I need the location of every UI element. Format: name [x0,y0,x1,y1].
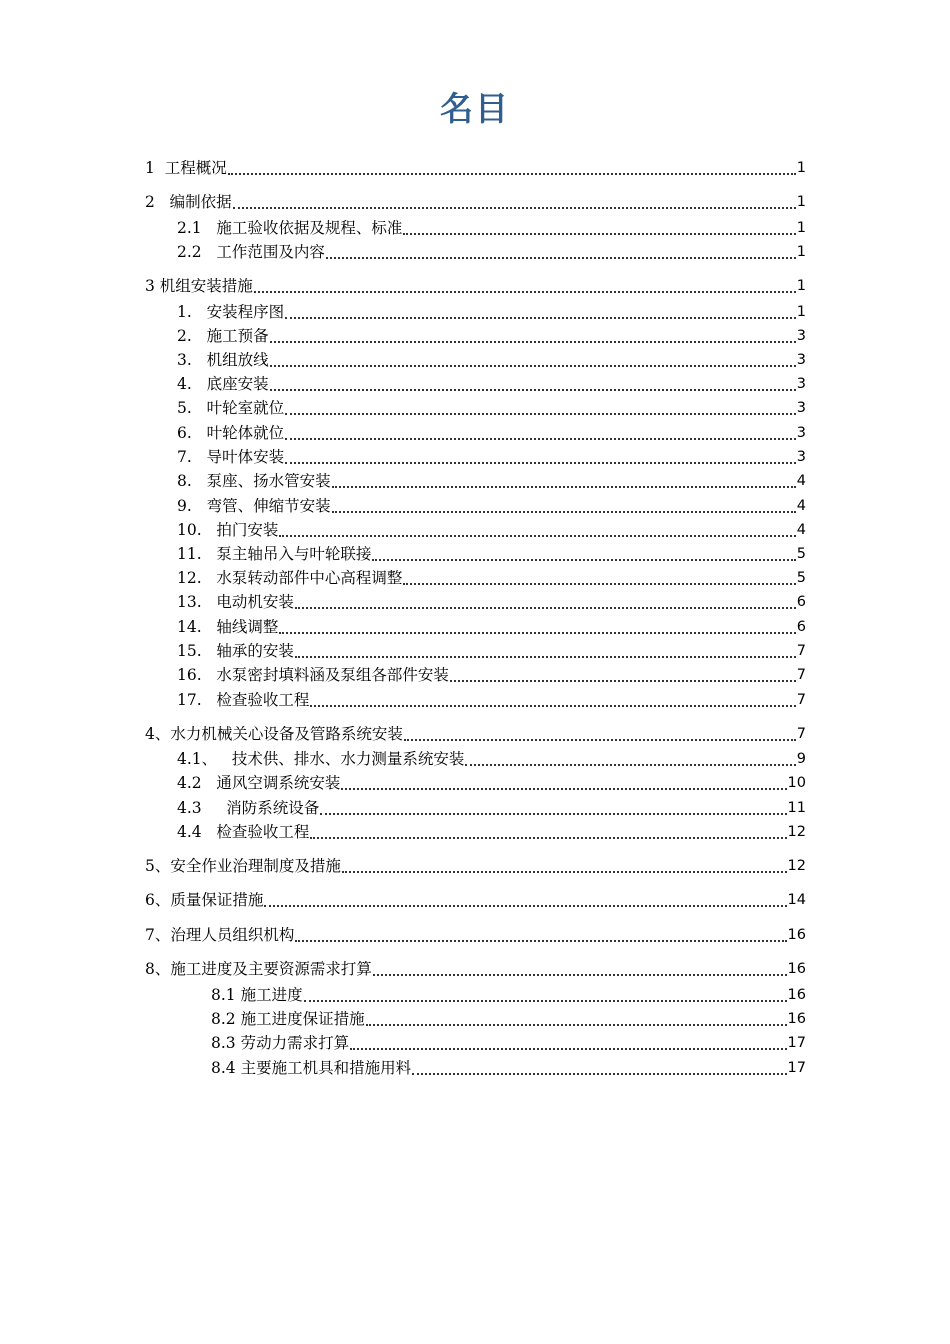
toc-entry-page-number: 11 [787,800,806,816]
toc-entry[interactable] [211,1008,806,1030]
toc-entry-title: 3. 机组放线 [177,351,269,369]
toc-entry-title: 17. 检查验收工程 [177,691,310,709]
toc-dot-leader [326,237,796,259]
toc-entry-page-number: 17 [787,1035,806,1051]
toc-dot-leader [270,321,796,343]
toc-entry-page-number: 5 [796,570,806,586]
toc-entry[interactable] [177,689,806,711]
toc-entry-page-number: 12 [787,858,806,874]
toc-entry-title: 8.1 施工进度 [211,986,303,1004]
toc-entry-title: 3 机组安装措施 [145,277,253,295]
toc-entry[interactable] [177,519,806,541]
toc-entry-page-number: 3 [796,328,806,344]
toc-dot-leader [295,587,796,609]
toc-entry-title: 2.2 工作范围及内容 [177,243,325,261]
toc-entry-page-number: 16 [787,961,806,977]
toc-entry[interactable] [177,664,806,686]
toc-entry-title: 11. 泵主轴吊入与叶轮联接 [177,545,372,563]
toc-entry-title: 14. 轴线调整 [177,618,279,636]
toc-entry-page-number: 5 [796,546,806,562]
toc-entry-page-number: 17 [787,1060,806,1076]
toc-entry-page-number: 7 [796,667,806,683]
toc-entry-page-number: 1 [796,160,806,176]
toc-dot-leader [295,636,796,658]
toc-dot-leader [403,563,795,585]
toc-entry-title: 4.3 消防系统设备 [177,799,320,817]
toc-entry[interactable] [177,446,806,468]
toc-entry[interactable] [145,275,806,297]
toc-dot-leader [270,369,796,391]
toc-dot-leader [373,954,787,976]
toc-dot-leader [366,1004,787,1026]
toc-entry-title: 15. 轴承的安装 [177,642,294,660]
toc-entry[interactable] [177,241,806,263]
toc-entry-title: 7、治理人员组织机构 [145,926,295,944]
toc-entry-title: 12. 水泵转动部件中心高程调整 [177,569,403,587]
toc-entry[interactable] [145,889,806,911]
toc-dot-leader [320,793,786,815]
toc-dot-leader [332,466,796,488]
toc-dot-leader [233,187,796,209]
toc-dot-leader [279,515,795,537]
toc-entry[interactable] [211,1057,806,1079]
toc-entry-page-number: 14 [787,892,806,908]
toc-dot-leader [341,768,786,790]
toc-entry-page-number: 9 [796,751,806,767]
toc-entry[interactable] [177,217,806,239]
toc-entry[interactable] [177,616,806,638]
toc-dot-leader [350,1028,786,1050]
toc-entry[interactable] [177,772,806,794]
toc-entry[interactable] [177,325,806,347]
toc-entry-page-number: 7 [796,643,806,659]
toc-title: 名目 [440,89,510,128]
toc-entry-page-number: 1 [796,244,806,260]
toc-entry-title: 8.4 主要施工机具和措施用料 [211,1059,412,1077]
toc-entry-title: 5. 叶轮室就位 [177,399,285,417]
toc-entry-title: 2. 施工预备 [177,327,269,345]
toc-entry-title: 4.1、 技术供、排水、水力测量系统安装 [177,750,465,768]
toc-dot-leader [285,297,796,319]
toc-entry-page-number: 3 [796,449,806,465]
toc-entry[interactable] [145,157,806,179]
toc-dot-leader [465,744,795,766]
toc-entry-title: 8. 泵座、扬水管安装 [177,472,331,490]
toc-entry-title: 1. 安装程序图 [177,303,285,321]
toc-dot-leader [342,851,787,873]
toc-entry-page-number: 7 [796,726,806,742]
toc-entry-title: 2.1 施工验收依据及规程、标准 [177,219,403,237]
toc-entry-page-number: 7 [796,692,806,708]
toc-entry-title: 4、水力机械关心设备及管路系统安装 [145,725,403,743]
toc-entry-page-number: 16 [787,1011,806,1027]
toc-entry[interactable] [145,855,806,877]
toc-entry[interactable] [145,958,806,980]
toc-entry[interactable] [145,924,806,946]
toc-entry[interactable] [177,470,806,492]
toc-entry-title: 1 工程概况 [145,159,227,177]
toc-entry-page-number: 3 [796,400,806,416]
toc-dot-leader [404,719,796,741]
toc-entry[interactable] [211,984,806,1006]
toc-dot-leader [285,442,796,464]
toc-entry[interactable] [177,495,806,517]
toc-entry-page-number: 1 [796,220,806,236]
toc-entry[interactable] [177,422,806,444]
toc-entry-page-number: 1 [796,304,806,320]
toc-dot-leader [264,885,786,907]
toc-dot-leader [228,153,796,175]
toc-entry[interactable] [145,191,806,213]
toc-entry-page-number: 3 [796,352,806,368]
toc-entry-title: 8.2 施工进度保证措施 [211,1010,365,1028]
toc-entry-title: 13. 电动机安装 [177,593,294,611]
toc-entry-title: 16. 水泵密封填料涵及泵组各部件安装 [177,666,449,684]
toc-entry-title: 8.3 劳动力需求打算 [211,1034,350,1052]
toc-entry[interactable] [211,1032,806,1054]
toc-dot-leader [450,660,796,682]
toc-entry-page-number: 4 [796,473,806,489]
toc-entry[interactable] [177,748,806,770]
toc-entry-page-number: 6 [796,594,806,610]
toc-dot-leader [412,1053,786,1075]
toc-entry-page-number: 4 [796,498,806,514]
toc-entry[interactable] [177,567,806,589]
toc-entry[interactable] [177,591,806,613]
toc-entry-title: 5、安全作业治理制度及措施 [145,857,341,875]
toc-dot-leader [295,920,786,942]
toc-entry-title: 6、质量保证措施 [145,891,264,909]
toc-entry[interactable] [177,543,806,565]
toc-entry-title: 10. 拍门安装 [177,521,279,539]
toc-dot-leader [332,491,796,513]
toc-entry-page-number: 4 [796,522,806,538]
toc-entry-page-number: 16 [787,987,806,1003]
toc-entry-title: 4.4 检查验收工程 [177,823,310,841]
toc-dot-leader [403,213,795,235]
toc-dot-leader [270,345,796,367]
toc-entry-page-number: 6 [796,619,806,635]
toc-entry-page-number: 16 [787,927,806,943]
toc-dot-leader [285,418,796,440]
toc-dot-leader [372,539,795,561]
toc-entry[interactable] [177,349,806,371]
toc-dot-leader [279,612,795,634]
toc-dot-leader [310,817,786,839]
toc-entry[interactable] [177,373,806,395]
toc-dot-leader [304,980,787,1002]
toc-dot-leader [285,393,796,415]
toc-dot-leader [310,685,795,707]
toc-entry-page-number: 12 [787,824,806,840]
toc-entry-title: 9. 弯管、伸缩节安装 [177,497,331,515]
toc-entry-page-number: 3 [796,376,806,392]
toc-entry[interactable] [177,640,806,662]
toc-entry-page-number: 1 [796,194,806,210]
toc-entry[interactable] [177,821,806,843]
toc-entry-page-number: 3 [796,425,806,441]
toc-entry[interactable] [177,301,806,323]
toc-entry-title: 2 编制依据 [145,193,232,211]
toc-entry-title: 4.2 通风空调系统安装 [177,774,341,792]
toc-entry-title: 7. 导叶体安装 [177,448,285,466]
toc-entry-page-number: 1 [796,278,806,294]
toc-entry-page-number: 10 [787,775,806,791]
toc-entry-title: 6. 叶轮体就位 [177,424,285,442]
toc-entry[interactable] [145,723,806,745]
toc-entry[interactable] [177,397,806,419]
toc-entry-title: 4. 底座安装 [177,375,269,393]
toc-entry-title: 8、施工进度及主要资源需求打算 [145,960,372,978]
toc-entry[interactable] [177,797,806,819]
toc-dot-leader [254,271,796,293]
